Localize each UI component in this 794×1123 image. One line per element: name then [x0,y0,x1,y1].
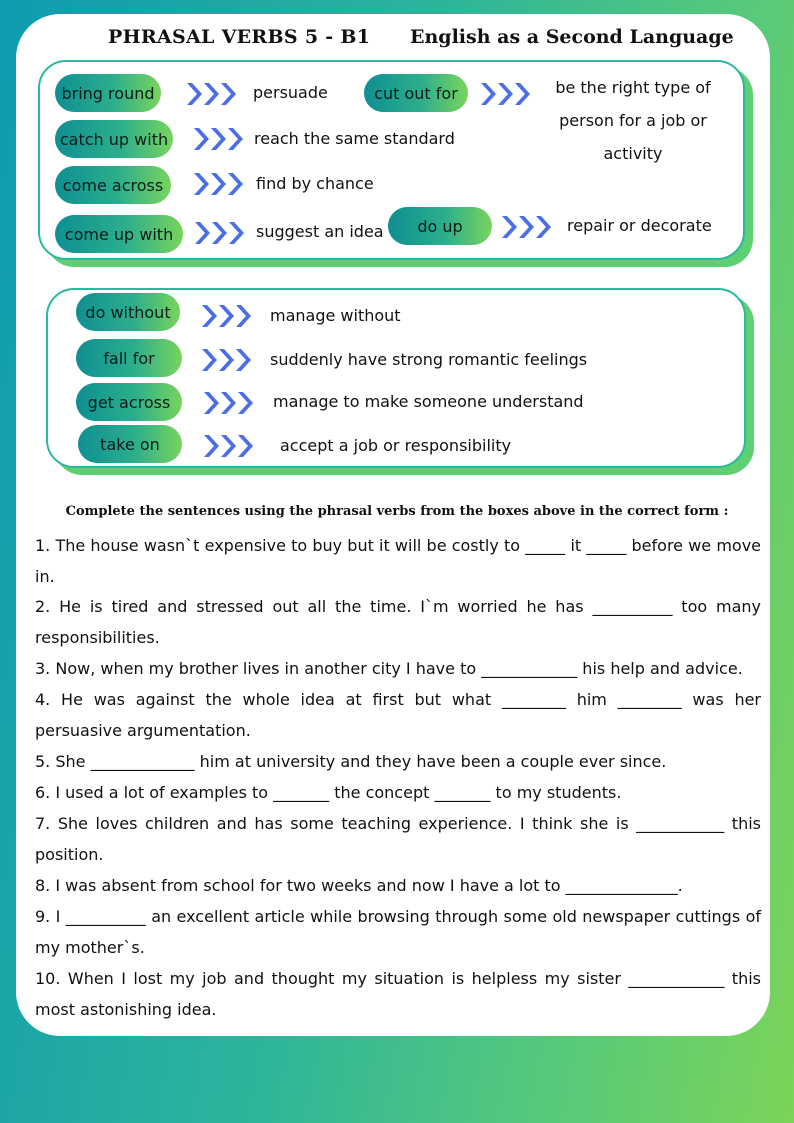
exercise-1: 1. The house wasn`t expensive to buy but it will be costly to _____ it _____ before we move in. [35,536,761,586]
verb-pill-do-up: do up [388,207,492,245]
verb-pill-do-without: do without [76,293,180,331]
definition-bring-round: persuade [253,83,328,102]
exercise-7: 7. She loves children and has some teaching experience. I think she is ___________ this position. [35,814,761,864]
verb-pill-catch-up-with: catch up with [55,120,173,158]
exercise-4: 4. He was against the whole idea at first but what ________ him ________ was her persuasive argumentation. [35,690,761,740]
exercise-2: 2. He is tired and stressed out all the time. I`m worried he has __________ too many responsibilities. [35,597,761,647]
exercise-8: 8. I was absent from school for two weeks and now I have a lot to ______________. [35,876,683,895]
verb-pill-bring-round: bring round [55,74,161,112]
arrow-icon [185,80,239,108]
arrow-icon [202,389,256,417]
exercise-10: 10. When I lost my job and thought my situation is helpless my sister ____________ this most astonishing idea. [35,969,761,1019]
worksheet-subtitle: English as a Second Language [410,26,734,48]
arrow-icon [192,125,246,153]
definition-take-on: accept a job or responsibility [280,436,512,455]
arrow-icon [193,219,247,247]
exercise-3: 3. Now, when my brother lives in another city I have to ____________ his help and advice. [35,659,743,678]
arrow-icon [192,170,246,198]
verb-pill-come-across: come across [55,166,171,204]
exercise-6: 6. I used a lot of examples to _______ the concept _______ to my students. [35,783,622,802]
arrow-icon [479,80,533,108]
exercise-9: 9. I __________ an excellent article while browsing through some old newspaper cuttings of my mother`s. [35,907,761,957]
definition-cut-out-for: be the right type of person for a job or activity [555,78,711,163]
definition-fall-for: suddenly have strong romantic feelings [270,350,588,369]
definition-catch-up-with: reach the same standard [254,129,455,148]
definition-do-up: repair or decorate [567,216,712,235]
verb-pill-take-on: take on [78,425,182,463]
definition-get-across: manage to make someone understand [273,392,584,411]
worksheet-title: PHRASAL VERBS 5 - B1 [108,26,371,48]
exercise-5: 5. She _____________ him at university and they have been a couple ever since. [35,752,667,771]
definition-do-without: manage without [270,306,401,325]
verb-pill-fall-for: fall for [76,339,182,377]
definition-come-up-with: suggest an idea [256,222,384,241]
verb-pill-get-across: get across [76,383,182,421]
arrow-icon [500,213,554,241]
arrow-icon [200,346,254,374]
instructions: Complete the sentences using the phrasal verbs from the boxes above in the correct form : [65,504,729,519]
definition-come-across: find by chance [256,174,374,193]
arrow-icon [202,432,256,460]
verb-pill-come-up-with: come up with [55,215,183,253]
verb-pill-cut-out-for: cut out for [364,74,468,112]
arrow-icon [200,302,254,330]
